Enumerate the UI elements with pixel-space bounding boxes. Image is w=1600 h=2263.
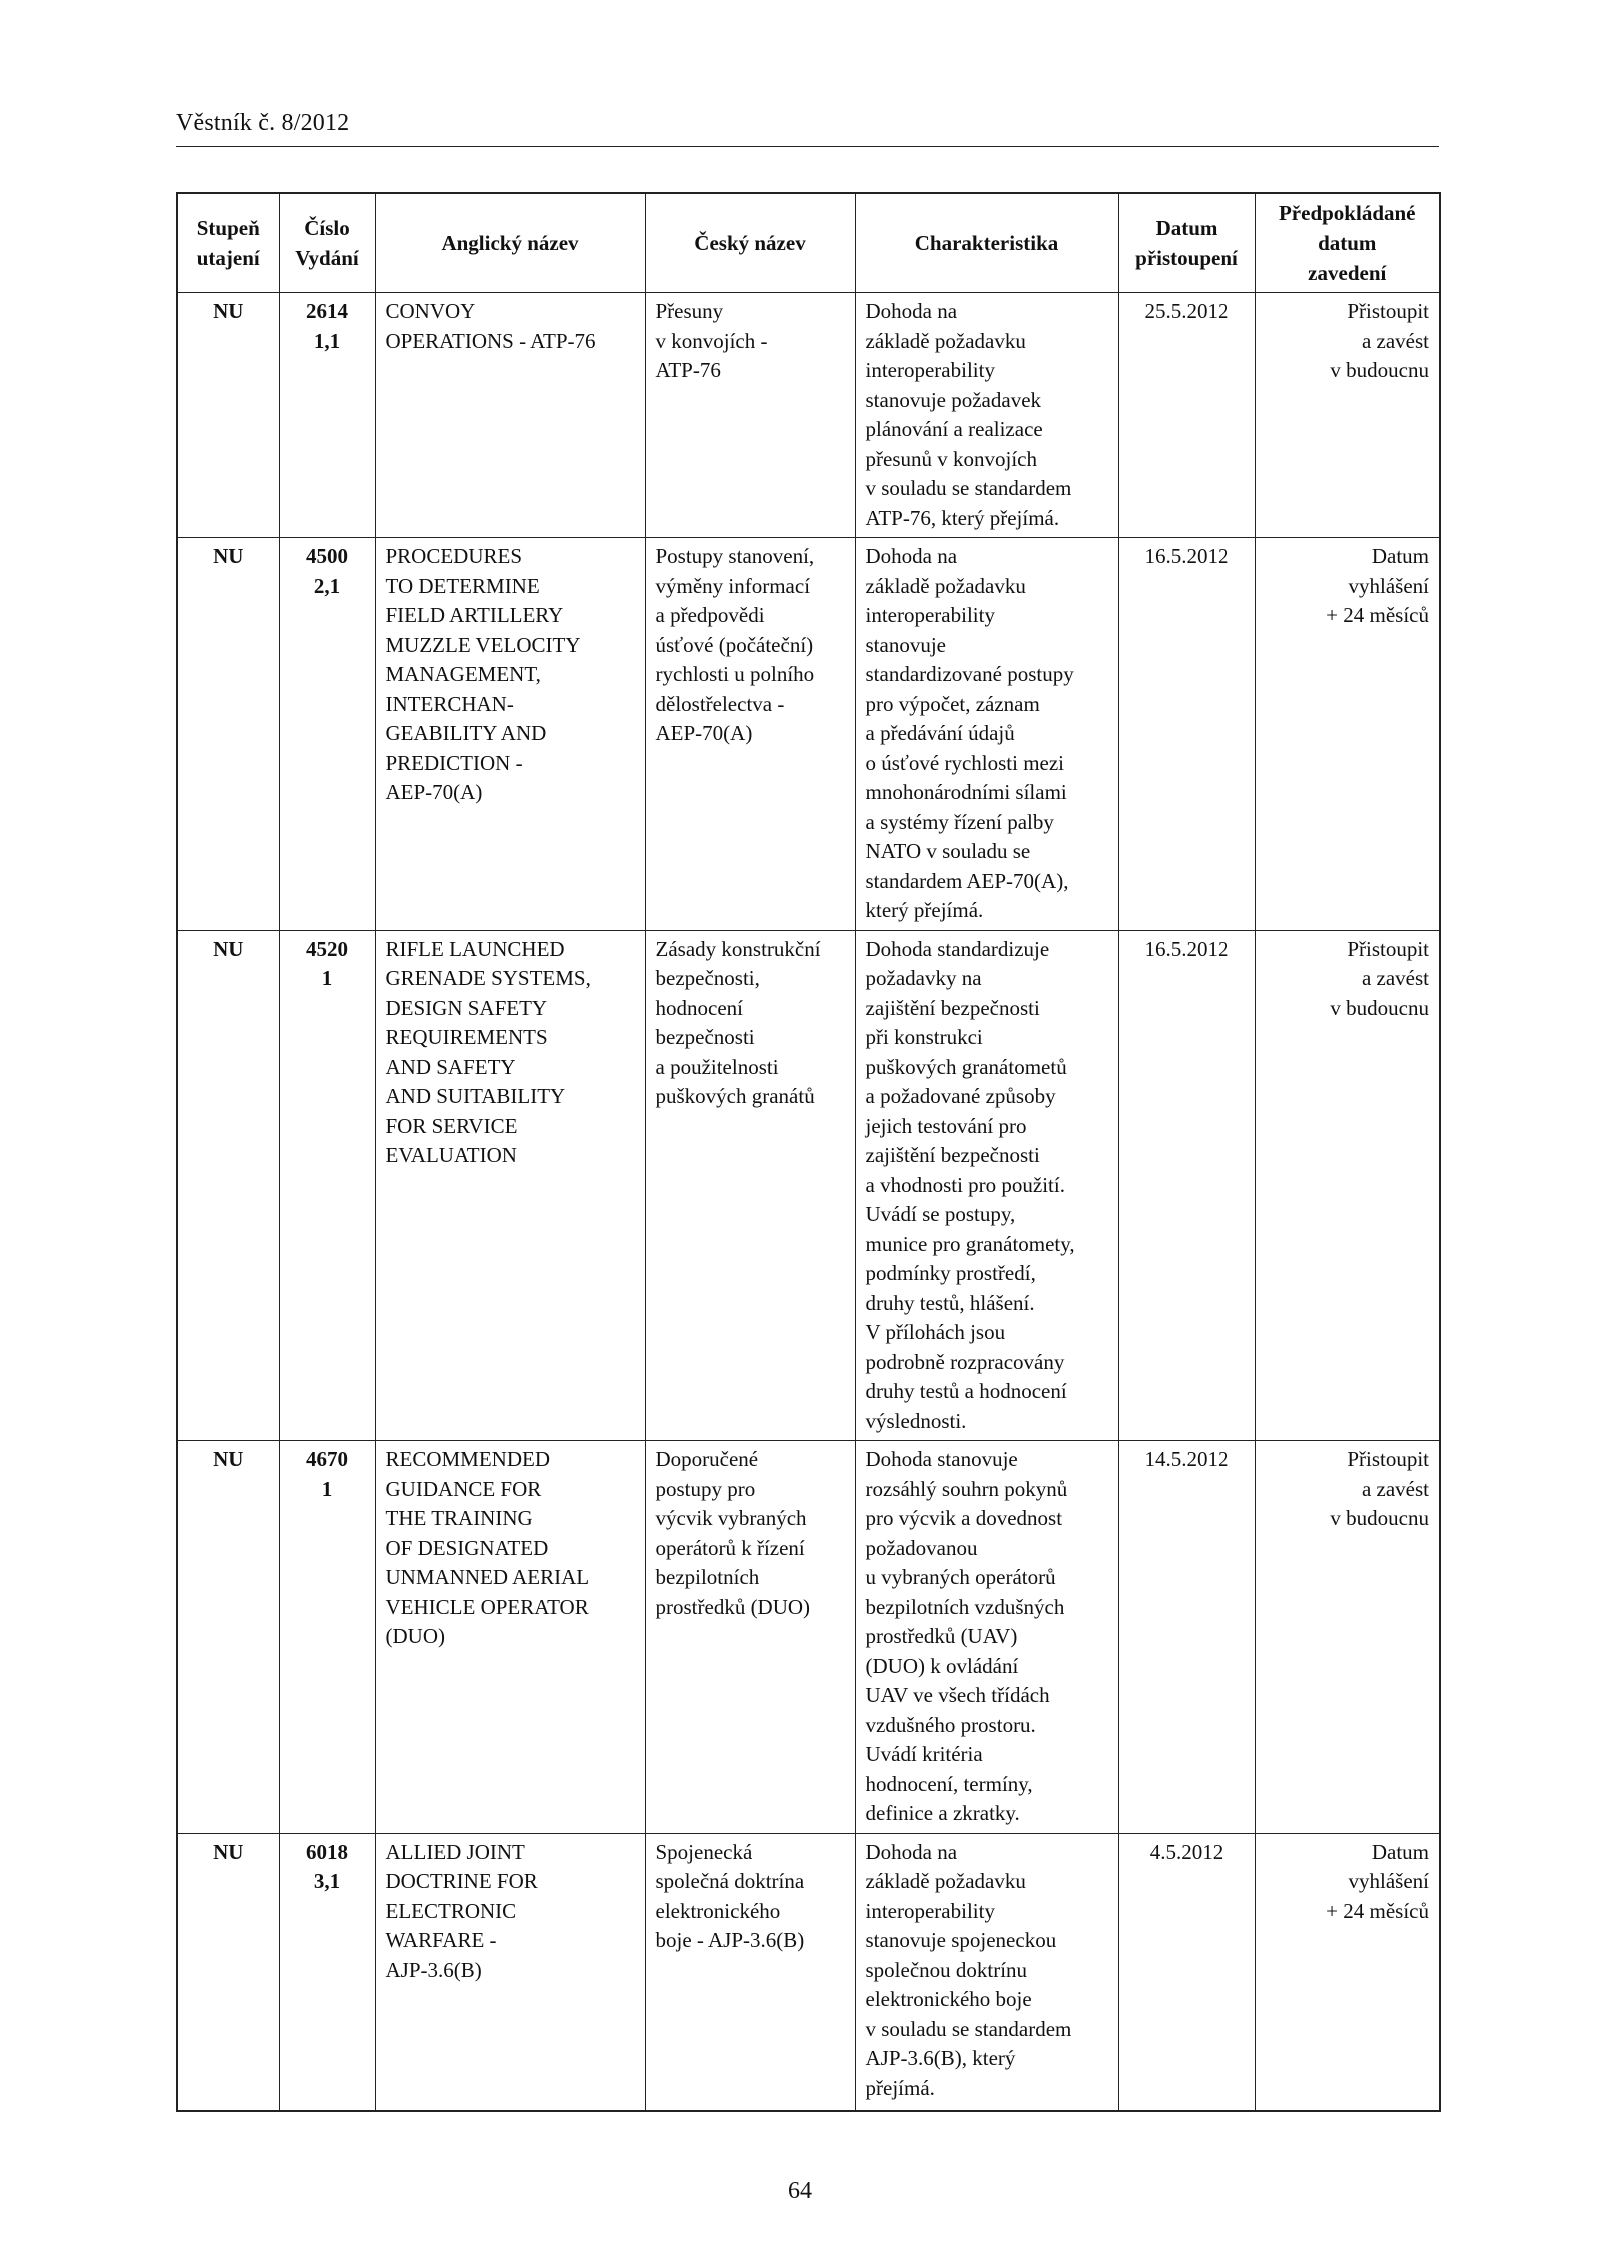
cell-planned-date: Přistoupit a zavést v budoucnu bbox=[1255, 1441, 1440, 1834]
cell-characteristics: Dohoda standardizuje požadavky na zajištění bezpečnosti při konstrukci puškových granátometů a požadované způsoby jejich testování pro zajištění bezpečnosti a vhodnosti pro použití. Uvádí se postupy, munice pro granátomety, podmínky prostředí, druhy testů, hlášení. V přílohách jsou podrobně rozpracovány druhy testů a hodnocení výslednosti. bbox=[855, 930, 1118, 1441]
cell-number: 4670 1 bbox=[279, 1441, 375, 1834]
cell-characteristics: Dohoda na základě požadavku interoperability stanovuje požadavek plánování a realizace přesunů v konvojích v souladu se standardem ATP-76, který přejímá. bbox=[855, 293, 1118, 538]
cell-accession-date: 25.5.2012 bbox=[1118, 293, 1255, 538]
cell-classification: NU bbox=[177, 1441, 279, 1834]
cell-classification: NU bbox=[177, 1833, 279, 2111]
header-characteristics: Charakteristika bbox=[855, 193, 1118, 293]
cell-characteristics: Dohoda na základě požadavku interoperability stanovuje standardizované postupy pro výpočet, záznam a předávání údajů o úsťové rychlosti mezi mnohonárodními sílami a systémy řízení palby NATO v souladu se standardem AEP-70(A), který přejímá. bbox=[855, 538, 1118, 931]
header-number: Číslo Vydání bbox=[279, 193, 375, 293]
cell-planned-date: Datum vyhlášení + 24 měsíců bbox=[1255, 538, 1440, 931]
cell-czech-title: Postupy stanovení, výměny informací a předpovědi úsťové (počáteční) rychlosti u polního dělostřelectva - AEP-70(A) bbox=[645, 538, 855, 931]
cell-czech-title: Přesuny v konvojích - ATP-76 bbox=[645, 293, 855, 538]
cell-planned-date: Přistoupit a zavést v budoucnu bbox=[1255, 293, 1440, 538]
header-planned-date: Předpokládané datum zavedení bbox=[1255, 193, 1440, 293]
table-row bbox=[177, 1441, 1440, 1834]
header-accession-date: Datum přistoupení bbox=[1118, 193, 1255, 293]
table-row bbox=[177, 930, 1440, 1441]
page-header: Věstník č. 8/2012 bbox=[176, 110, 350, 136]
header-divider bbox=[176, 146, 1439, 147]
cell-number: 6018 3,1 bbox=[279, 1833, 375, 2111]
cell-planned-date: Přistoupit a zavést v budoucnu bbox=[1255, 930, 1440, 1441]
cell-number: 2614 1,1 bbox=[279, 293, 375, 538]
table-row bbox=[177, 538, 1440, 931]
cell-classification: NU bbox=[177, 538, 279, 931]
cell-number: 4500 2,1 bbox=[279, 538, 375, 931]
cell-czech-title: Doporučené postupy pro výcvik vybraných operátorů k řízení bezpilotních prostředků (DUO) bbox=[645, 1441, 855, 1834]
cell-planned-date: Datum vyhlášení + 24 měsíců bbox=[1255, 1833, 1440, 2111]
header-czech-title: Český název bbox=[645, 193, 855, 293]
header-english-title: Anglický název bbox=[375, 193, 645, 293]
cell-english-title: PROCEDURES TO DETERMINE FIELD ARTILLERY MUZZLE VELOCITY MANAGEMENT, INTERCHAN- GEABILITY AND PREDICTION - AEP-70(A) bbox=[375, 538, 645, 931]
cell-accession-date: 16.5.2012 bbox=[1118, 538, 1255, 931]
cell-number: 4520 1 bbox=[279, 930, 375, 1441]
cell-czech-title: Zásady konstrukční bezpečnosti, hodnocení bezpečnosti a použitelnosti puškových granátů bbox=[645, 930, 855, 1441]
cell-characteristics: Dohoda na základě požadavku interoperability stanovuje spojeneckou společnou doktrínu elektronického boje v souladu se standardem AJP-3.6(B), který přejímá. bbox=[855, 1833, 1118, 2111]
cell-classification: NU bbox=[177, 293, 279, 538]
header-classification: Stupeň utajení bbox=[177, 193, 279, 293]
table-row bbox=[177, 1833, 1440, 2111]
cell-accession-date: 16.5.2012 bbox=[1118, 930, 1255, 1441]
cell-accession-date: 4.5.2012 bbox=[1118, 1833, 1255, 2111]
cell-english-title: RIFLE LAUNCHED GRENADE SYSTEMS, DESIGN SAFETY REQUIREMENTS AND SAFETY AND SUITABILITY FOR SERVICE EVALUATION bbox=[375, 930, 645, 1441]
cell-english-title: CONVOY OPERATIONS - ATP-76 bbox=[375, 293, 645, 538]
cell-classification: NU bbox=[177, 930, 279, 1441]
cell-accession-date: 14.5.2012 bbox=[1118, 1441, 1255, 1834]
cell-czech-title: Spojenecká společná doktrína elektronického boje - AJP-3.6(B) bbox=[645, 1833, 855, 2111]
table-header-row bbox=[177, 193, 1440, 293]
standards-table bbox=[176, 192, 1441, 2112]
table-row bbox=[177, 293, 1440, 538]
cell-characteristics: Dohoda stanovuje rozsáhlý souhrn pokynů pro výcvik a dovednost požadovanou u vybraných operátorů bezpilotních vzdušných prostředků (UAV) (DUO) k ovládání UAV ve všech třídách vzdušného prostoru. Uvádí kritéria hodnocení, termíny, definice a zkratky. bbox=[855, 1441, 1118, 1834]
cell-english-title: RECOMMENDED GUIDANCE FOR THE TRAINING OF DESIGNATED UNMANNED AERIAL VEHICLE OPERATOR (DUO) bbox=[375, 1441, 645, 1834]
page-number: 64 bbox=[788, 2178, 812, 2204]
cell-english-title: ALLIED JOINT DOCTRINE FOR ELECTRONIC WARFARE - AJP-3.6(B) bbox=[375, 1833, 645, 2111]
